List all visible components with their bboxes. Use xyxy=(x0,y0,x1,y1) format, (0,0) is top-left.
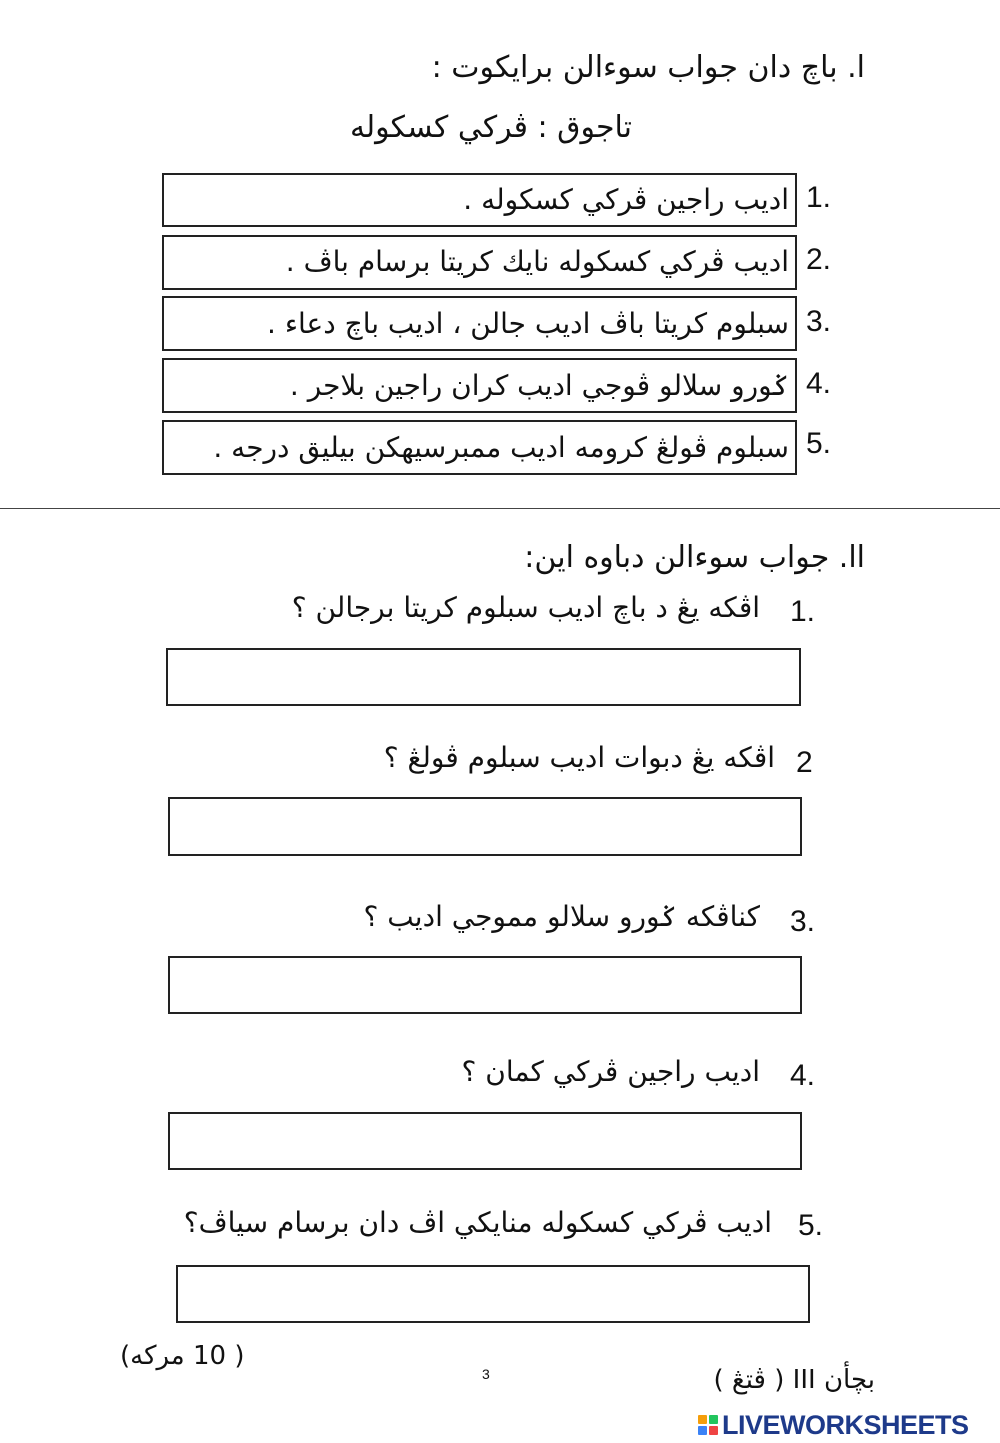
marks-label: ( 10 مركه) xyxy=(120,1341,245,1371)
sentence-box-2 xyxy=(162,235,797,290)
question-number-3: 3. xyxy=(790,905,816,938)
sentence-text-4: ݢورو سلالو ڤوجي اديب كران راجين بلاجر . xyxy=(289,369,789,402)
item-number-2: 2. xyxy=(806,243,832,276)
item-number-5: 5. xyxy=(806,427,832,460)
item-number-3: 3. xyxy=(806,305,832,338)
sentence-text-2: اديب ڤرکي كسکوله نايك كريتا برسام باڤ . xyxy=(285,245,789,278)
liveworksheets-logo xyxy=(698,1410,969,1440)
logo-icon xyxy=(698,1415,718,1435)
sentence-text-5: سبلوم ڤولڠ كرومه اديب ممبرسيهکن بيليق درجه . xyxy=(213,431,789,464)
question-number-4: 4. xyxy=(790,1059,816,1092)
question-text-5: اديب ڤرکي كسکوله منايکي اڤ دان برسام سياڤ؟ xyxy=(183,1206,772,1239)
item-number-4: 4. xyxy=(806,367,832,400)
answer-input-4[interactable] xyxy=(168,1112,802,1170)
logo-square-2 xyxy=(709,1415,718,1424)
question-number-5: 5. xyxy=(798,1209,824,1242)
sentence-text-1: اديب راجين ڤرکي كسکوله . xyxy=(463,183,789,216)
sentence-box-4 xyxy=(162,358,797,413)
answer-input-2[interactable] xyxy=(168,797,802,856)
answer-input-1[interactable] xyxy=(166,648,801,706)
section2-heading: اا. جواب سوءالن دباوه اين: xyxy=(524,540,865,575)
answer-input-3[interactable] xyxy=(168,956,802,1014)
section1-topic: تاجوق : ڤرکي كسکوله xyxy=(349,110,632,145)
question-text-2: اڤكه يڠ دبوات اديب سبلوم ڤولڠ ؟ xyxy=(383,741,775,774)
sentence-box-1 xyxy=(162,173,797,227)
next-section-label: بچأن III ( ڤتڠ ) xyxy=(713,1365,875,1395)
item-number-1: 1. xyxy=(806,181,832,214)
sentence-box-3 xyxy=(162,296,797,351)
question-text-4: اديب راجين ڤرکي كمان ؟ xyxy=(461,1055,760,1088)
section1-heading: ا. باچ دان جواب سوءالن برايكوت : xyxy=(431,50,865,85)
logo-text: LIVEWORKSHEETS xyxy=(722,1409,969,1440)
logo-square-3 xyxy=(698,1426,707,1435)
sentence-text-3: سبلوم كريتا باڤ اديب جالن ، اديب باچ دعاء . xyxy=(267,307,789,340)
logo-square-4 xyxy=(709,1426,718,1435)
page-number: 3 xyxy=(482,1366,490,1382)
answer-input-5[interactable] xyxy=(176,1265,810,1323)
logo-square-1 xyxy=(698,1415,707,1424)
question-number-1: 1. xyxy=(790,595,816,628)
question-text-1: اڤكه يڠ د باچ اديب سبلوم كريتا برجالن ؟ xyxy=(291,591,760,624)
section-divider xyxy=(0,508,1000,509)
sentence-box-5 xyxy=(162,420,797,475)
question-number-2: 2 xyxy=(796,746,813,779)
question-text-3: كناڤكه ݢورو سلالو مموجي اديب ؟ xyxy=(363,900,760,933)
